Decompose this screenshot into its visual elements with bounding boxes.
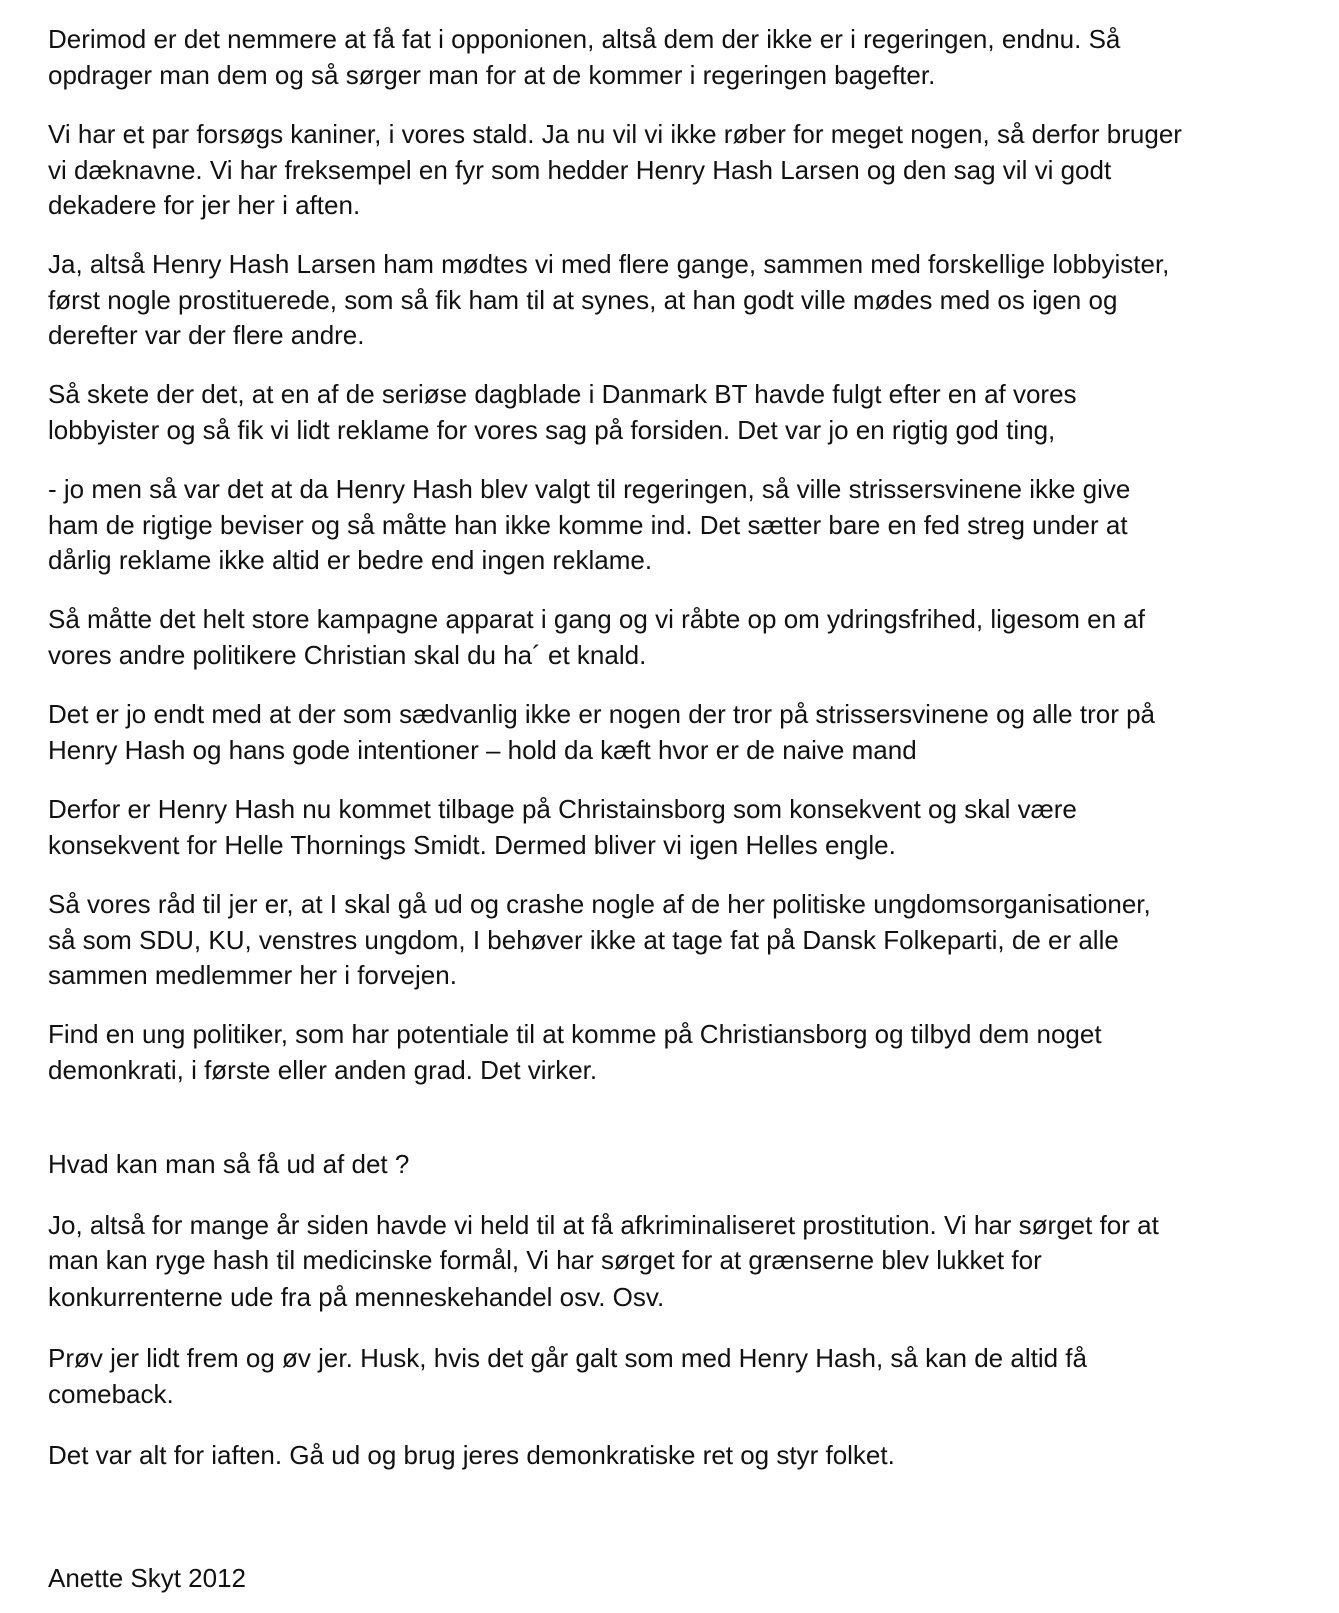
- text-line: Ja, altså Henry Hash Larsen ham mødtes vi med flere gange, sammen med forskellige lobbyister,: [48, 249, 1170, 279]
- text-line: comeback.: [48, 1379, 174, 1409]
- text-line: vi dæknavne. Vi har freksempel en fyr som hedder Henry Hash Larsen og den sag vil vi godt: [48, 155, 1112, 185]
- text-line: Henry Hash og hans gode intentioner – hold da kæft hvor er de naive mand: [48, 735, 917, 765]
- text-line: konsekvent for Helle Thornings Smidt. Dermed bliver vi igen Helles engle.: [48, 830, 896, 860]
- text-line: lobbyister og så fik vi lidt reklame for vores sag på forsiden. Det var jo en rigtig god ting,: [48, 415, 1056, 445]
- text-line: ham de rigtige beviser og så måtte han ikke komme ind. Det sætter bare en fed streg under at: [48, 510, 1128, 540]
- text-line: Det var alt for iaften. Gå ud og brug jeres demonkratiske ret og styr folket.: [48, 1440, 895, 1470]
- text-line: dekadere for jer her i aften.: [48, 190, 361, 220]
- text-line: Hvad kan man så få ud af det ?: [48, 1149, 410, 1179]
- text-line: Derimod er det nemmere at få fat i opponionen, altså dem der ikke er i regeringen, endnu. Så: [48, 24, 1121, 54]
- text-line: demonkrati, i første eller anden grad. Det virker.: [48, 1055, 598, 1085]
- text-line: Så måtte det helt store kampagne apparat i gang og vi råbte op om ydringsfrihed, ligesom en af: [48, 604, 1145, 634]
- text-line: Prøv jer lidt frem og øv jer. Husk, hvis det går galt som med Henry Hash, så kan de altid få: [48, 1343, 1087, 1373]
- text-line: Så vores råd til jer er, at I skal gå ud og crashe nogle af de her politiske ungdomsorganisationer,: [48, 889, 1151, 919]
- text-line: Det er jo endt med at der som sædvanlig ikke er nogen der tror på strissersvinene og alle tror på: [48, 699, 1155, 729]
- text-line: Find en ung politiker, som har potentiale til at komme på Christiansborg og tilbyd dem noget: [48, 1019, 1102, 1049]
- text-line: så som SDU, KU, venstres ungdom, I behøver ikke at tage fat på Dansk Folkeparti, de er alle: [48, 925, 1119, 955]
- text-line: opdrager man dem og så sørger man for at de kommer i regeringen bagefter.: [48, 60, 936, 90]
- text-line: Så skete der det, at en af de seriøse dagblade i Danmark BT havde fulgt efter en af vores: [48, 379, 1077, 409]
- text-line: Jo, altså for mange år siden havde vi held til at få afkriminaliseret prostitution. Vi har sørget for at: [48, 1210, 1159, 1240]
- text-line: vores andre politikere Christian skal du ha´ et knald.: [48, 640, 647, 670]
- text-line: dårlig reklame ikke altid er bedre end ingen reklame.: [48, 545, 653, 575]
- text-line: konkurrenterne ude fra på menneskehandel osv. Osv.: [48, 1282, 665, 1312]
- text-line: først nogle prostituerede, som så fik ham til at synes, at han godt ville mødes med os igen og: [48, 285, 1118, 315]
- text-line: sammen medlemmer her i forvejen.: [48, 960, 457, 990]
- text-line: derefter var der flere andre.: [48, 320, 365, 350]
- text-line: man kan ryge hash til medicinske formål, Vi har sørget for at grænserne blev lukket for: [48, 1245, 1042, 1275]
- signature: Anette Skyt 2012: [48, 1563, 247, 1593]
- text-line: - jo men så var det at da Henry Hash blev valgt til regeringen, så ville strissersvinene ikke give: [48, 474, 1131, 504]
- text-line: Derfor er Henry Hash nu kommet tilbage på Christainsborg som konsekvent og skal være: [48, 794, 1077, 824]
- text-line: Vi har et par forsøgs kaniner, i vores stald. Ja nu vil vi ikke røber for meget nogen, så derfor bruger: [48, 119, 1182, 149]
